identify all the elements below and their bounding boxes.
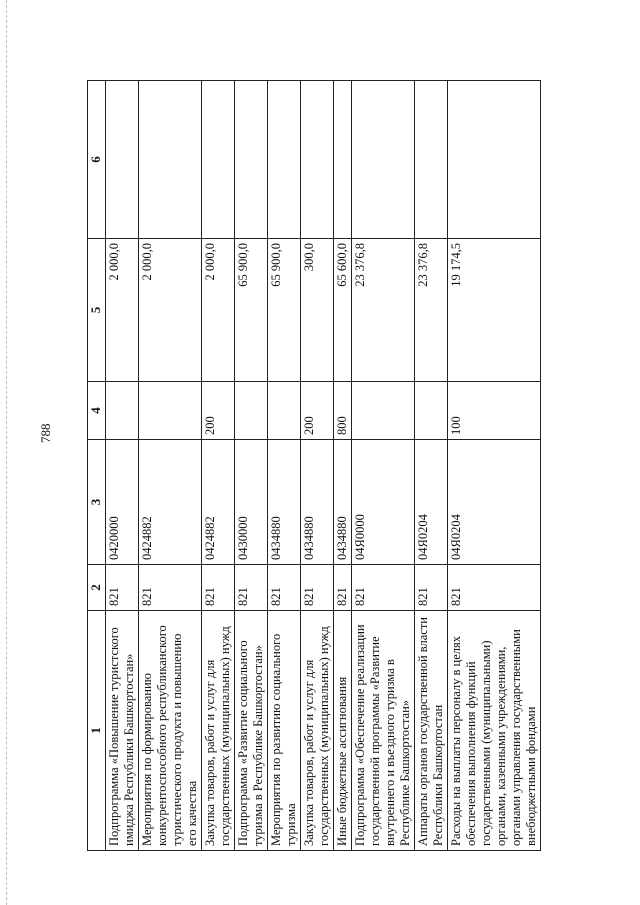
row-target: 0430000	[235, 440, 268, 565]
row-extra	[106, 81, 139, 239]
row-amount: 2 000,0	[106, 239, 139, 382]
row-name: Мероприятия по развитию социального туризма	[268, 611, 301, 851]
row-amount: 65 900,0	[235, 239, 268, 382]
row-amount: 300,0	[301, 239, 334, 382]
row-type: 200	[202, 382, 235, 440]
row-code: 821	[448, 565, 541, 611]
header-cell: 6	[88, 81, 106, 239]
row-type: 200	[301, 382, 334, 440]
table-row	[334, 81, 352, 851]
table-row	[268, 81, 301, 851]
row-name: Расходы на выплаты персоналу в целях обеспечения выполнения функций государственными (муниципальными) органами, казенными учреждениями, органами управления государственными внебюджетными фондами	[448, 611, 541, 851]
row-amount: 2 000,0	[139, 239, 202, 382]
row-type	[139, 382, 202, 440]
row-extra	[139, 81, 202, 239]
row-name: Мероприятия по формированию конкурентоспособного республиканского туристического продукта и повышению его качества	[139, 611, 202, 851]
table-row	[139, 81, 202, 851]
row-target: 04Я0204	[415, 440, 448, 565]
rotated-page	[87, 81, 555, 851]
row-target: 0434880	[301, 440, 334, 565]
row-target: 0434880	[334, 440, 352, 565]
row-name: Подпрограмма «Обеспечение реализации государственной программы «Развитие внутреннего и въездного туризма в Республике Башкортостан»	[352, 611, 415, 851]
header-cell: 5	[88, 239, 106, 382]
row-name: Аппараты органов государственной власти Республики Башкортостан	[415, 611, 448, 851]
scan-edge	[0, 0, 7, 905]
row-code: 821	[268, 565, 301, 611]
table-row	[352, 81, 415, 851]
row-code: 821	[106, 565, 139, 611]
row-extra	[268, 81, 301, 239]
row-target: 04Я0204	[448, 440, 541, 565]
row-amount: 65 900,0	[268, 239, 301, 382]
row-name: Иные бюджетные ассигнования	[334, 611, 352, 851]
row-type	[106, 382, 139, 440]
row-code: 821	[415, 565, 448, 611]
row-type	[352, 382, 415, 440]
header-row	[88, 81, 106, 851]
page-number: 788	[38, 423, 53, 443]
row-amount: 23 376,8	[415, 239, 448, 382]
table-row	[235, 81, 268, 851]
row-name: Закупка товаров, работ и услуг для государственных (муниципальных) нужд	[301, 611, 334, 851]
row-extra	[415, 81, 448, 239]
row-type	[268, 382, 301, 440]
row-type: 100	[448, 382, 541, 440]
row-code: 821	[301, 565, 334, 611]
row-code: 821	[352, 565, 415, 611]
row-target: 0420000	[106, 440, 139, 565]
table-row	[301, 81, 334, 851]
row-type: 800	[334, 382, 352, 440]
row-type	[415, 382, 448, 440]
row-amount: 23 376,8	[352, 239, 415, 382]
row-extra	[352, 81, 415, 239]
row-name: Подпрограмма «Развитие социального туризма в Республике Башкортостан»	[235, 611, 268, 851]
budget-table	[87, 80, 541, 851]
table-row	[448, 81, 541, 851]
row-target: 0434880	[268, 440, 301, 565]
header-cell: 1	[88, 611, 106, 851]
row-code: 821	[139, 565, 202, 611]
row-extra	[334, 81, 352, 239]
row-name: Подпрограмма «Повышение туристского имиджа Республики Башкортостан»	[106, 611, 139, 851]
header-cell: 3	[88, 440, 106, 565]
table-row	[202, 81, 235, 851]
row-code: 821	[334, 565, 352, 611]
header-cell: 2	[88, 565, 106, 611]
row-code: 821	[202, 565, 235, 611]
row-type	[235, 382, 268, 440]
header-cell: 4	[88, 382, 106, 440]
row-amount: 19 174,5	[448, 239, 541, 382]
row-extra	[301, 81, 334, 239]
row-target: 0424882	[202, 440, 235, 565]
row-amount: 2 000,0	[202, 239, 235, 382]
row-target: 0424882	[139, 440, 202, 565]
row-amount: 65 600,0	[334, 239, 352, 382]
table-row	[415, 81, 448, 851]
row-extra	[235, 81, 268, 239]
row-target: 04Я0000	[352, 440, 415, 565]
row-name: Закупка товаров, работ и услуг для государственных (муниципальных) нужд	[202, 611, 235, 851]
row-extra	[202, 81, 235, 239]
table-row	[106, 81, 139, 851]
row-extra	[448, 81, 541, 239]
row-code: 821	[235, 565, 268, 611]
